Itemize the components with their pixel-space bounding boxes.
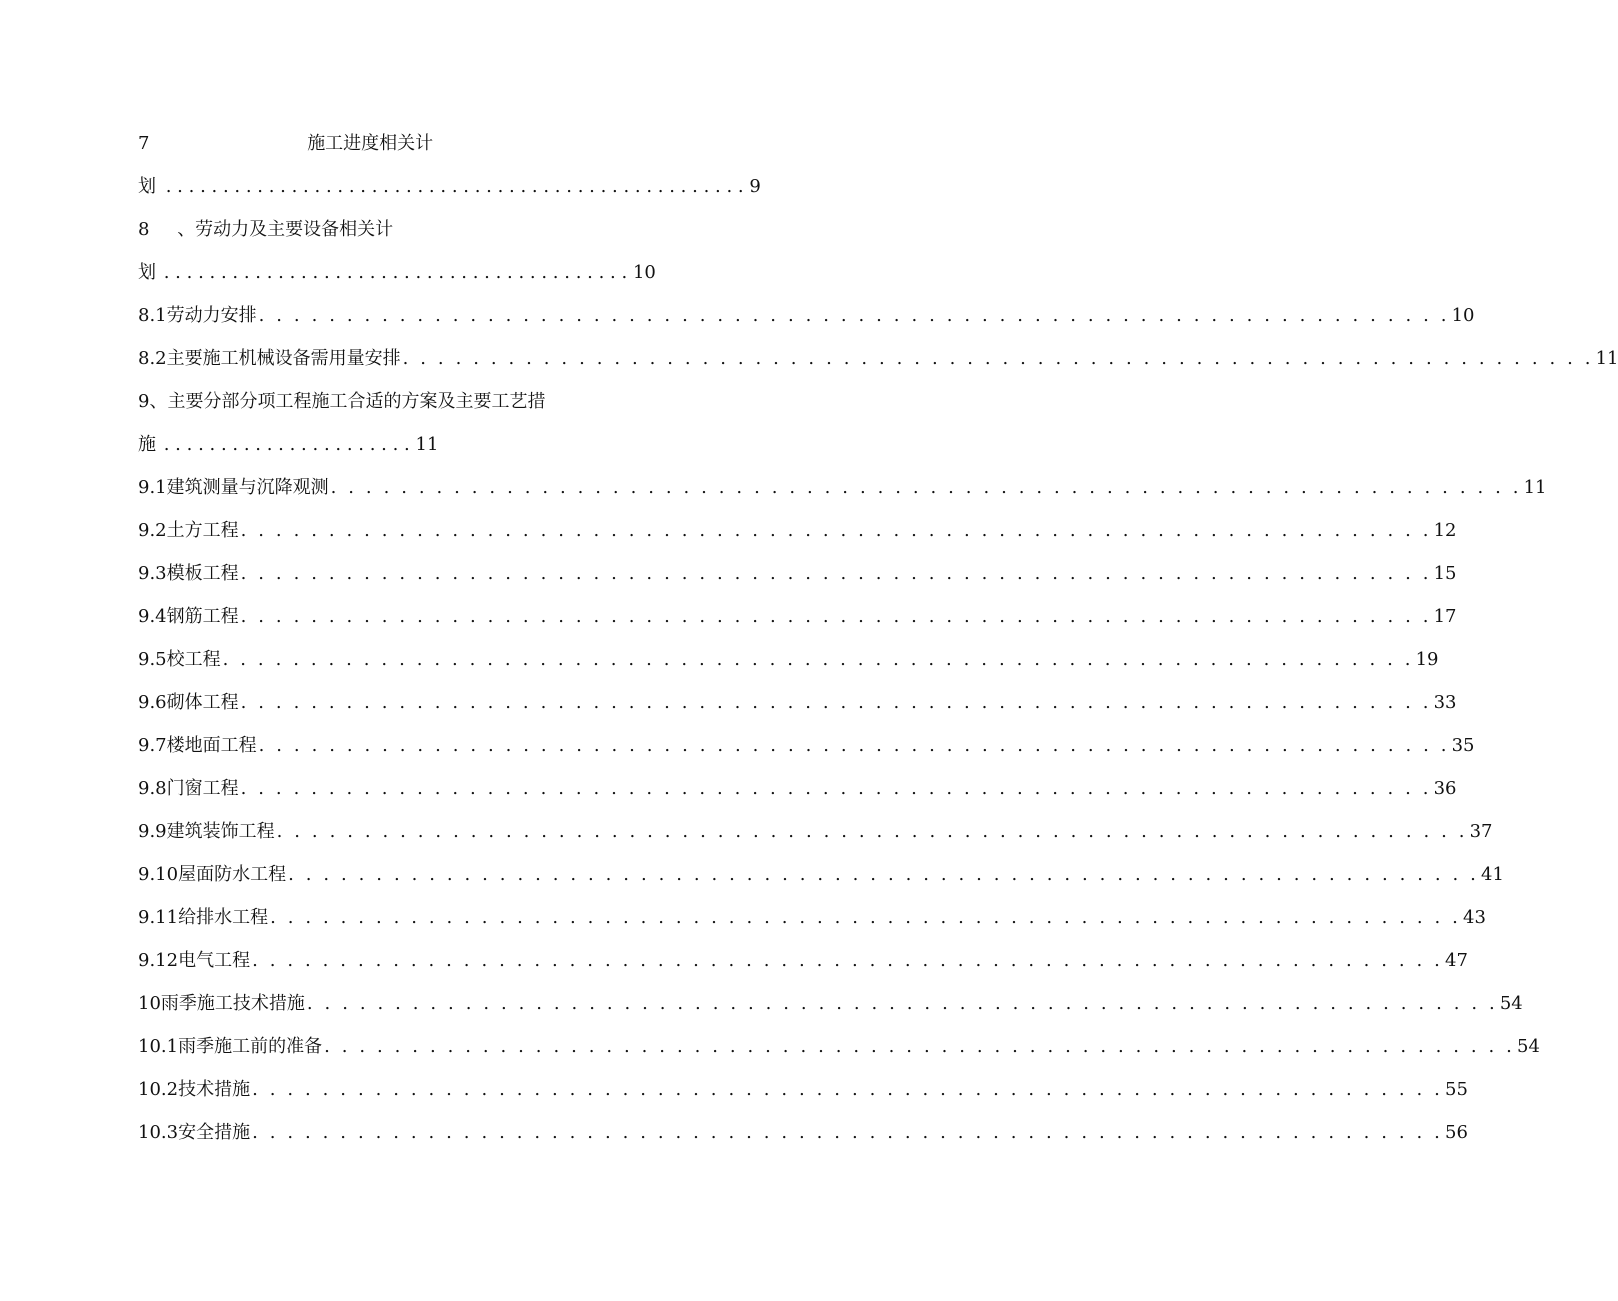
toc-entry[interactable] xyxy=(138,122,838,165)
toc-entry-number: 9.10 xyxy=(138,864,179,885)
toc-entry-title: 主要施工机械设备需用量安排 xyxy=(166,348,401,369)
toc-entry[interactable] xyxy=(138,294,1475,337)
toc-entry-title: 屋面防水工程 xyxy=(178,864,287,885)
toc-leader-dots: . . . . . . . . . . . . . . . . . . . . . . . . . . . . . . . . . . . . . . . . . . . . . . . . . . . . . . . . . . . . . . . . . . . . xyxy=(252,1079,1444,1100)
toc-entry-number: 9.2 xyxy=(138,520,167,541)
toc-entry-number: 10.2 xyxy=(138,1079,179,1100)
toc-entry-number: 9.3 xyxy=(138,563,167,584)
toc-entry-title: 楼地面工程 xyxy=(166,735,257,756)
toc-leader-dots: . . . . . . . . . . . . . . . . . . . . . . . . . . . . . . . . . . . . . . . . . . . . . . . . . . . xyxy=(165,176,744,197)
toc-entry[interactable] xyxy=(138,810,1493,853)
toc-entry-number: 9.9 xyxy=(138,821,167,842)
toc-entry-page: 36 xyxy=(1433,778,1457,799)
toc-entry[interactable] xyxy=(138,638,1439,681)
toc-entry[interactable] xyxy=(138,423,838,466)
toc-entry-number: 7 xyxy=(138,133,150,154)
toc-entry[interactable] xyxy=(138,1025,1540,1068)
toc-entry[interactable] xyxy=(138,896,1486,939)
toc-entry-title: 建筑装饰工程 xyxy=(166,821,275,842)
toc-entry-number: 8.2 xyxy=(138,348,167,369)
toc-entry-number: 9.4 xyxy=(138,606,167,627)
toc-leader-dots: . . . . . . . . . . . . . . . . . . . . . . . . . . . . . . . . . . . . . . . . . . . . . . . . . . . . . . . . . . . . . . . . . . . . xyxy=(222,649,1414,670)
toc-entry-title: 电气工程 xyxy=(178,950,251,971)
toc-leader-dots: . . . . . . . . . . . . . . . . . . . . . . . . . . . . . . . . . . . . . . . . . . . . . . . . . . . . . . . . . . . . . . . . . . . . xyxy=(252,950,1444,971)
toc-entry-title: 土方工程 xyxy=(166,520,239,541)
toc-entry-page: 35 xyxy=(1451,735,1475,756)
toc-entry-number: 8 xyxy=(138,219,150,240)
toc-leader-dots: . . . . . . . . . . . . . . . . . . . . . . . . . . . . . . . . . . . . . . . . . . . . . . . . . . . . . . . . . . . . . . . . . . . . xyxy=(252,1122,1444,1143)
toc-entry-page: 54 xyxy=(1517,1036,1540,1057)
toc-entry-title: 砌体工程 xyxy=(166,692,239,713)
toc-entry-page: 11 xyxy=(415,434,439,455)
toc-entry[interactable] xyxy=(138,251,838,294)
toc-entry[interactable] xyxy=(138,595,1457,638)
toc-entry-title: 、劳动力及主要设备相关计 xyxy=(177,219,394,240)
toc-leader-dots: . . . . . . . . . . . . . . . . . . . . . . . . . . . . . . . . . . . . . . . . . . . . . . . . . . . . . . . . . . . . . . . . . . . . xyxy=(330,477,1522,498)
toc-entry-page: 54 xyxy=(1499,993,1523,1014)
toc-leader-dots: . . . . . . . . . . . . . . . . . . . . . . . . . . . . . . . . . . . . . . . . . . . . . . . . . . . . . . . . . . . . . . . . . . . . xyxy=(240,563,1432,584)
toc-leader-dots: . . . . . . . . . . . . . . . . . . . . . . . . . . . . . . . . . . . . . . . . . . . . . . . . . . . . . . . . . . . . . . . . . . . . xyxy=(240,778,1432,799)
toc-entry-page: 15 xyxy=(1433,563,1457,584)
toc-entry[interactable] xyxy=(138,724,1475,767)
toc-entry-page: 17 xyxy=(1433,606,1457,627)
toc-leader-dots: . . . . . . . . . . . . . . . . . . . . . . . . . . . . . . . . . . . . . . . . . . . . . . . . . . . . . . . . . . . . . . . . . . . . xyxy=(240,606,1432,627)
toc-entry-number: 9.7 xyxy=(138,735,167,756)
toc-entry-title: 门窗工程 xyxy=(166,778,239,799)
toc-entry-title: 给排水工程 xyxy=(178,907,269,928)
toc-leader-dots: . . . . . . . . . . . . . . . . . . . . . . . . . . . . . . . . . . . . . . . . . . . . . . . . . . . . . . . . . . . . . . . . . . . . xyxy=(276,821,1468,842)
toc-entry-title: 、主要分部分项工程施工合适的方案及主要工艺措 xyxy=(149,391,546,412)
toc-entry-title: 校工程 xyxy=(166,649,221,670)
toc-entry-number: 划 xyxy=(138,176,156,197)
toc-entry-page: 11 xyxy=(1595,348,1618,369)
toc-entry-page: 10 xyxy=(632,262,656,283)
toc-leader-dots: . . . . . . . . . . . . . . . . . . . . . . xyxy=(163,434,410,455)
toc-leader-dots: . . . . . . . . . . . . . . . . . . . . . . . . . . . . . . . . . . . . . . . . . . . . . . . . . . . . . . . . . . . . . . . . . . . . xyxy=(324,1036,1516,1057)
toc-entry[interactable] xyxy=(138,509,1457,552)
toc-leader-dots: . . . . . . . . . . . . . . . . . . . . . . . . . . . . . . . . . . . . . . . . . xyxy=(163,262,628,283)
toc-leader-dots: . . . . . . . . . . . . . . . . . . . . . . . . . . . . . . . . . . . . . . . . . . . . . . . . . . . . . . . . . . . . . . . . . . . . xyxy=(270,907,1462,928)
toc-entry-page: 9 xyxy=(749,176,761,197)
toc-leader-dots: . . . . . . . . . . . . . . . . . . . . . . . . . . . . . . . . . . . . . . . . . . . . . . . . . . . . . . . . . . . . . . . . . . . . xyxy=(258,305,1450,326)
toc-entry-title: 雨季施工前的准备 xyxy=(178,1036,323,1057)
toc-leader-dots: . . . . . . . . . . . . . . . . . . . . . . . . . . . . . . . . . . . . . . . . . . . . . . . . . . . . . . . . . . . . . . . . . . . . xyxy=(240,520,1432,541)
toc-leader-dots: . . . . . . . . . . . . . . . . . . . . . . . . . . . . . . . . . . . . . . . . . . . . . . . . . . . . . . . . . . . . . . . . . . . . xyxy=(306,993,1498,1014)
toc-entry[interactable] xyxy=(138,380,838,423)
toc-entry[interactable] xyxy=(138,939,1468,982)
toc-entry[interactable] xyxy=(138,853,1504,896)
toc-entry-page: 56 xyxy=(1445,1122,1468,1143)
toc-entry-number: 施 xyxy=(138,434,156,455)
toc-entry-number: 9 xyxy=(138,391,150,412)
toc-entry-number: 10.1 xyxy=(138,1036,179,1057)
toc-entry-number: 9.5 xyxy=(138,649,167,670)
toc-entry-number: 9.8 xyxy=(138,778,167,799)
toc-entry-title: 建筑测量与沉降观测 xyxy=(166,477,329,498)
toc-entry[interactable] xyxy=(138,552,1457,595)
toc-entry-page: 41 xyxy=(1481,864,1504,885)
toc-entry[interactable] xyxy=(138,1068,1468,1111)
table-of-contents xyxy=(138,122,1618,1154)
toc-entry-number: 10 xyxy=(138,993,161,1014)
toc-entry-title: 技术措施 xyxy=(178,1079,251,1100)
toc-entry[interactable] xyxy=(138,1111,1468,1154)
toc-entry-number: 划 xyxy=(138,262,156,283)
toc-entry[interactable] xyxy=(138,165,838,208)
toc-entry[interactable] xyxy=(138,982,1523,1025)
toc-entry-page: 43 xyxy=(1463,907,1486,928)
toc-entry-page: 37 xyxy=(1469,821,1493,842)
toc-entry-page: 47 xyxy=(1445,950,1468,971)
toc-entry-number: 8.1 xyxy=(138,305,167,326)
toc-entry-number: 9.12 xyxy=(138,950,179,971)
toc-entry-number: 9.11 xyxy=(138,907,179,928)
toc-entry[interactable] xyxy=(138,466,1547,509)
toc-entry-number: 9.1 xyxy=(138,477,167,498)
toc-entry-number: 9.6 xyxy=(138,692,167,713)
toc-entry-page: 19 xyxy=(1415,649,1439,670)
toc-leader-dots: . . . . . . . . . . . . . . . . . . . . . . . . . . . . . . . . . . . . . . . . . . . . . . . . . . . . . . . . . . . . . . . . . . . . xyxy=(240,692,1432,713)
toc-entry-number: 10.3 xyxy=(138,1122,179,1143)
toc-entry-page: 12 xyxy=(1433,520,1457,541)
toc-leader-dots: . . . . . . . . . . . . . . . . . . . . . . . . . . . . . . . . . . . . . . . . . . . . . . . . . . . . . . . . . . . . . . . . . . . . xyxy=(258,735,1450,756)
toc-entry-title: 安全措施 xyxy=(178,1122,251,1143)
toc-entry[interactable] xyxy=(138,681,1457,724)
toc-entry[interactable] xyxy=(138,208,838,251)
toc-entry-title: 钢筋工程 xyxy=(166,606,239,627)
toc-entry-title: 模板工程 xyxy=(166,563,239,584)
toc-entry-page: 55 xyxy=(1445,1079,1468,1100)
toc-entry[interactable] xyxy=(138,767,1457,810)
toc-leader-dots: . . . . . . . . . . . . . . . . . . . . . . . . . . . . . . . . . . . . . . . . . . . . . . . . . . . . . . . . . . . . . . . . . . . . xyxy=(402,348,1594,369)
toc-entry-title: 劳动力安排 xyxy=(166,305,257,326)
toc-entry-title: 施工进度相关计 xyxy=(307,133,434,154)
toc-entry-page: 33 xyxy=(1433,692,1457,713)
toc-entry[interactable] xyxy=(138,337,1618,380)
toc-entry-page: 11 xyxy=(1523,477,1547,498)
toc-entry-page: 10 xyxy=(1451,305,1475,326)
toc-entry-title: 雨季施工技术措施 xyxy=(160,993,305,1014)
toc-leader-dots: . . . . . . . . . . . . . . . . . . . . . . . . . . . . . . . . . . . . . . . . . . . . . . . . . . . . . . . . . . . . . . . . . . . . xyxy=(288,864,1480,885)
